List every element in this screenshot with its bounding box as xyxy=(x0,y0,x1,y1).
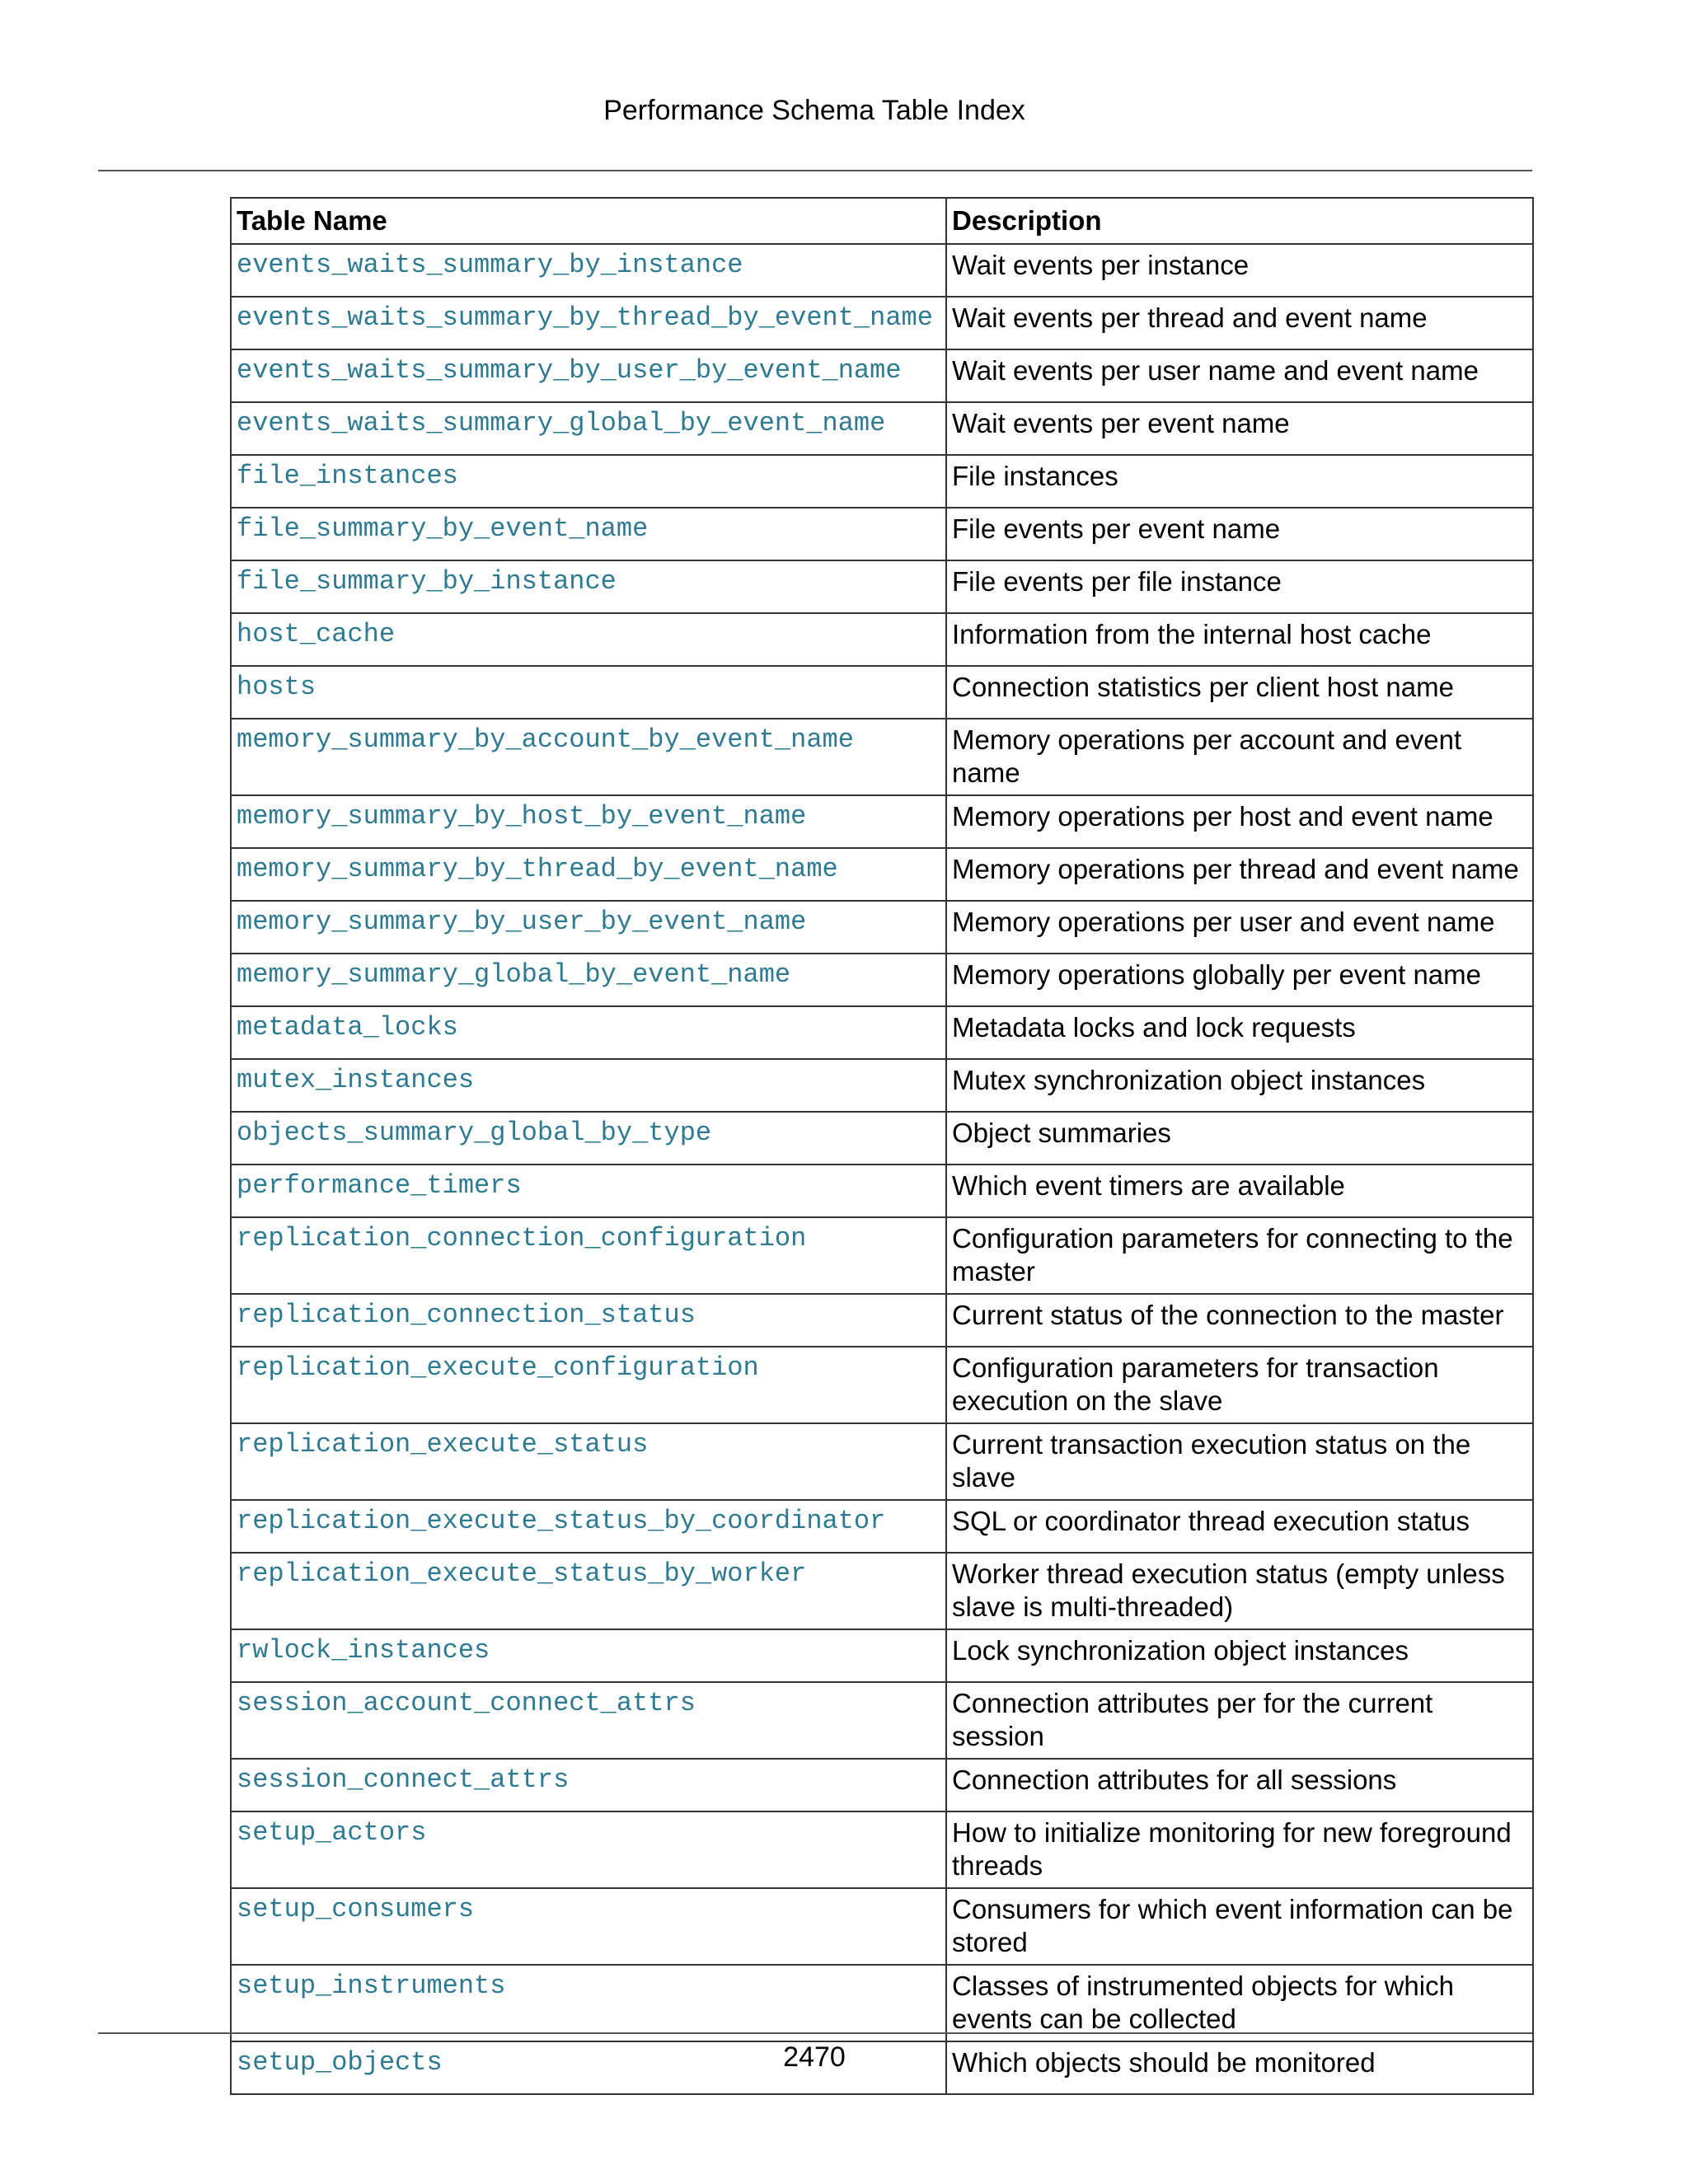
header-rule xyxy=(98,170,1532,171)
table-name-link[interactable]: hosts xyxy=(231,666,946,719)
table-description: File events per file instance xyxy=(946,560,1533,613)
table-row xyxy=(231,1629,1533,1682)
table-name-link[interactable]: setup_objects xyxy=(231,2041,946,2094)
table-index xyxy=(230,197,1534,2095)
page-header-title: Performance Schema Table Index xyxy=(603,95,1025,126)
table-name-link[interactable]: events_waits_summary_global_by_event_name xyxy=(231,402,946,455)
table-row xyxy=(231,1165,1533,1217)
table-row xyxy=(231,1423,1533,1500)
table-header-row xyxy=(231,198,1533,244)
column-header-description: Description xyxy=(946,198,1533,244)
table-description: File instances xyxy=(946,455,1533,508)
table-row xyxy=(231,719,1533,795)
table-header xyxy=(231,198,1533,244)
table-row xyxy=(231,1347,1533,1423)
table-row xyxy=(231,1888,1533,1965)
table-name-link[interactable]: rwlock_instances xyxy=(231,1629,946,1682)
table-name-link[interactable]: file_summary_by_instance xyxy=(231,560,946,613)
table-name-link[interactable]: replication_execute_configuration xyxy=(231,1347,946,1423)
table-name-link[interactable]: setup_actors xyxy=(231,1811,946,1888)
table-row xyxy=(231,402,1533,455)
table-description: Consumers for which event information can be stored xyxy=(946,1888,1533,1965)
table-name-link[interactable]: file_summary_by_event_name xyxy=(231,508,946,560)
table-name-link[interactable]: memory_summary_by_user_by_event_name xyxy=(231,901,946,954)
table-row xyxy=(231,1112,1533,1165)
table-name-link[interactable]: replication_connection_configuration xyxy=(231,1217,946,1294)
table-description: Configuration parameters for connecting to the master xyxy=(946,1217,1533,1294)
table-name-link[interactable]: file_instances xyxy=(231,455,946,508)
table-description: Information from the internal host cache xyxy=(946,613,1533,666)
table-row xyxy=(231,795,1533,848)
table-description: Wait events per event name xyxy=(946,402,1533,455)
table-name-link[interactable]: memory_summary_by_account_by_event_name xyxy=(231,719,946,795)
table-description: Metadata locks and lock requests xyxy=(946,1006,1533,1059)
table-description: Memory operations per account and event name xyxy=(946,719,1533,795)
table-name-link[interactable]: events_waits_summary_by_thread_by_event_name xyxy=(231,297,946,349)
table-row xyxy=(231,613,1533,666)
table-row xyxy=(231,1059,1533,1112)
table-description: Lock synchronization object instances xyxy=(946,1629,1533,1682)
table-name-link[interactable]: setup_instruments xyxy=(231,1965,946,2041)
column-header-table-name: Table Name xyxy=(231,198,946,244)
table-row xyxy=(231,297,1533,349)
table-name-link[interactable]: objects_summary_global_by_type xyxy=(231,1112,946,1165)
table-description: Connection attributes per for the current session xyxy=(946,1682,1533,1759)
table-body xyxy=(231,244,1533,2094)
table-description: SQL or coordinator thread execution status xyxy=(946,1500,1533,1553)
table-description: Wait events per instance xyxy=(946,244,1533,297)
table-row xyxy=(231,1294,1533,1347)
table-row xyxy=(231,244,1533,297)
table-name-link[interactable]: setup_consumers xyxy=(231,1888,946,1965)
table-name-link[interactable]: events_waits_summary_by_user_by_event_name xyxy=(231,349,946,402)
table-row xyxy=(231,954,1533,1006)
table-name-link[interactable]: replication_execute_status_by_worker xyxy=(231,1553,946,1629)
footer-rule xyxy=(98,2032,1532,2034)
table-row xyxy=(231,560,1533,613)
table-description: File events per event name xyxy=(946,508,1533,560)
table-row xyxy=(231,1553,1533,1629)
table-name-link[interactable]: metadata_locks xyxy=(231,1006,946,1059)
table-description: Object summaries xyxy=(946,1112,1533,1165)
table-description: Memory operations per host and event name xyxy=(946,795,1533,848)
table-row xyxy=(231,1759,1533,1811)
table-name-link[interactable]: memory_summary_by_thread_by_event_name xyxy=(231,848,946,901)
table-name-link[interactable]: memory_summary_global_by_event_name xyxy=(231,954,946,1006)
table-description: Configuration parameters for transaction execution on the slave xyxy=(946,1347,1533,1423)
table-name-link[interactable]: events_waits_summary_by_instance xyxy=(231,244,946,297)
table-row xyxy=(231,1682,1533,1759)
table-row xyxy=(231,349,1533,402)
table-description: Classes of instrumented objects for which events can be collected xyxy=(946,1965,1533,2041)
table-name-link[interactable]: replication_connection_status xyxy=(231,1294,946,1347)
table-description: Memory operations per user and event name xyxy=(946,901,1533,954)
table-name-link[interactable]: memory_summary_by_host_by_event_name xyxy=(231,795,946,848)
table-name-link[interactable]: host_cache xyxy=(231,613,946,666)
table-row xyxy=(231,901,1533,954)
table-name-link[interactable]: performance_timers xyxy=(231,1165,946,1217)
table-description: Connection statistics per client host name xyxy=(946,666,1533,719)
table-name-link[interactable]: session_account_connect_attrs xyxy=(231,1682,946,1759)
table-description: Connection attributes for all sessions xyxy=(946,1759,1533,1811)
table-description: Current transaction execution status on the slave xyxy=(946,1423,1533,1500)
table-description: Which event timers are available xyxy=(946,1165,1533,1217)
table-description: Memory operations per thread and event name xyxy=(946,848,1533,901)
table-row xyxy=(231,1006,1533,1059)
table-name-link[interactable]: replication_execute_status_by_coordinator xyxy=(231,1500,946,1553)
table-row xyxy=(231,1500,1533,1553)
table-row xyxy=(231,848,1533,901)
table-name-link[interactable]: session_connect_attrs xyxy=(231,1759,946,1811)
table-row xyxy=(231,455,1533,508)
page-number: 2470 xyxy=(783,2041,846,2073)
table-description: Wait events per thread and event name xyxy=(946,297,1533,349)
table-description: How to initialize monitoring for new foreground threads xyxy=(946,1811,1533,1888)
table-description: Mutex synchronization object instances xyxy=(946,1059,1533,1112)
table-description: Memory operations globally per event name xyxy=(946,954,1533,1006)
table-row xyxy=(231,1965,1533,2041)
table-description: Wait events per user name and event name xyxy=(946,349,1533,402)
table-row xyxy=(231,666,1533,719)
table-description: Which objects should be monitored xyxy=(946,2041,1533,2094)
table-row xyxy=(231,1217,1533,1294)
table-description: Current status of the connection to the master xyxy=(946,1294,1533,1347)
table-name-link[interactable]: mutex_instances xyxy=(231,1059,946,1112)
table-row xyxy=(231,508,1533,560)
table-name-link[interactable]: replication_execute_status xyxy=(231,1423,946,1500)
table-row xyxy=(231,1811,1533,1888)
table-description: Worker thread execution status (empty unless slave is multi-threaded) xyxy=(946,1553,1533,1629)
